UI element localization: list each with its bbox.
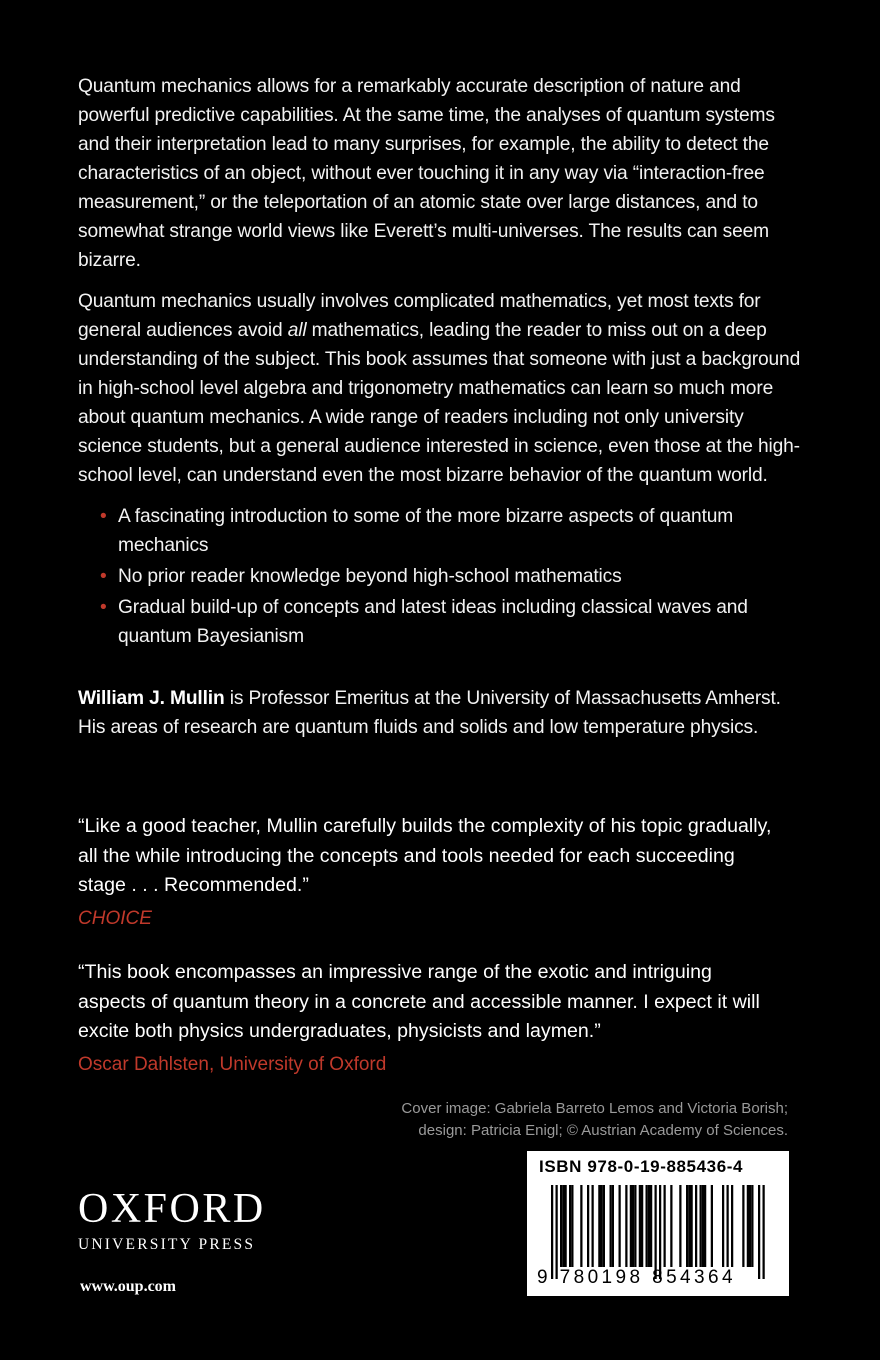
- barcode-bar: [700, 1185, 702, 1267]
- review-text: “This book encompasses an impressive range of the exotic and intriguing aspects of quantum theory in a concrete and accessible manner. I expect it will excite both physics undergraduates, physicists and laymen.”: [78, 961, 760, 1042]
- barcode-bar: [722, 1185, 724, 1267]
- barcode-bar: [632, 1185, 634, 1267]
- barcode-bar: [758, 1185, 760, 1279]
- barcode-bar: [688, 1185, 690, 1267]
- feature-list: [78, 502, 808, 651]
- barcode-bar: [686, 1185, 688, 1267]
- barcode-bar: [711, 1185, 713, 1267]
- barcode-bar: [664, 1185, 666, 1267]
- bullet-icon: •: [100, 506, 107, 527]
- review-quote-1: [78, 812, 778, 933]
- barcode-bar: [565, 1185, 567, 1267]
- publisher-logo: [78, 1188, 266, 1254]
- barcode-bar: [612, 1185, 614, 1267]
- credits-line-1: Cover image: Gabriela Barreto Lemos and Victoria Borish;: [401, 1100, 788, 1117]
- review-text: “Like a good teacher, Mullin carefully builds the complexity of his topic gradually, all the while introducing the concepts and tools needed for each succeeding stage . . . Recommended.”: [78, 815, 772, 896]
- barcode-bar: [749, 1185, 751, 1267]
- barcode-bar: [592, 1185, 594, 1267]
- barcode-bar: [603, 1185, 605, 1267]
- barcode-bar: [659, 1185, 661, 1279]
- barcode-bar: [630, 1185, 632, 1267]
- credits-line-2: design: Patricia Enigl; © Austrian Academy of Sciences.: [418, 1122, 788, 1139]
- barcode-bar: [560, 1185, 562, 1267]
- barcode-bar: [742, 1185, 744, 1267]
- feature-text: Gradual build-up of concepts and latest ideas including classical waves and quantum Bayesianism: [118, 597, 748, 647]
- description-paragraph-1: Quantum mechanics allows for a remarkably accurate description of nature and powerful predictive capabilities. At the same time, the analyses of quantum systems and their interpretation lead to many surprises, for example, the ability to detect the characteristics of an object, without ever touching it in any way via “interaction-free measurement,” or the teleportation of an atomic state over large distances, and to somewhat strange world views like Everett’s multi-universes. The results can seem bizarre.: [78, 76, 775, 271]
- barcode-bar: [625, 1185, 627, 1267]
- author-description: is Professor Emeritus at the University of Massachusetts Amherst. His areas of research are quantum fluids and solids and low temperature physics.: [78, 688, 781, 738]
- barcode-bar: [731, 1185, 733, 1267]
- barcode-bar: [556, 1185, 558, 1279]
- feature-item: [78, 502, 808, 560]
- paragraph-2-start: Quantum mechanics usually involves complicated mathematics, yet most texts for general audiences avoid: [78, 291, 761, 341]
- barcode-bar: [639, 1185, 641, 1267]
- barcode-bar: [650, 1185, 652, 1267]
- logo-wordmark: OXFORD: [78, 1186, 266, 1232]
- author-name: William J. Mullin: [78, 688, 225, 709]
- bullet-icon: •: [100, 566, 107, 587]
- barcode-bar: [587, 1185, 589, 1267]
- barcode-bar: [648, 1185, 650, 1267]
- emphasis-all: all: [287, 320, 307, 341]
- feature-item: [78, 562, 808, 591]
- description-paragraph-2: [78, 287, 808, 490]
- barcode-bar: [679, 1185, 681, 1267]
- review-source: Oscar Dahlsten, University of Oxford: [78, 1053, 387, 1075]
- barcode-bar: [763, 1185, 765, 1279]
- cover-credits: [288, 1098, 788, 1142]
- feature-text: No prior reader knowledge beyond high-school mathematics: [118, 566, 622, 587]
- barcode-bar: [634, 1185, 636, 1267]
- review-source: CHOICE: [78, 907, 152, 929]
- barcode-bar: [747, 1185, 749, 1267]
- barcode-bar: [655, 1185, 657, 1279]
- barcode-bar: [646, 1185, 648, 1267]
- barcode-bar: [695, 1185, 697, 1267]
- barcode-bar: [751, 1185, 753, 1267]
- barcode-bar: [619, 1185, 621, 1267]
- barcode-bar: [551, 1185, 553, 1279]
- paragraph-2-end: mathematics, leading the reader to miss out on a deep understanding of the subject. This book assumes that someone with just a background in high-school level algebra and trigonometry mathematics can learn so much more about quantum mechanics. A wide range of readers including not only university science students, but a general audience interested in science, even those at the high-school level, can understand even the most bizarre behavior of the quantum world.: [78, 320, 801, 486]
- barcode-bar: [727, 1185, 729, 1267]
- barcode-bar: [580, 1185, 582, 1267]
- publisher-website: www.oup.com: [80, 1278, 177, 1295]
- barcode-bar: [691, 1185, 693, 1267]
- isbn-barcode: [527, 1151, 789, 1296]
- barcode-bar: [670, 1185, 672, 1267]
- barcode-bar: [610, 1185, 612, 1267]
- barcode-bar: [601, 1185, 603, 1267]
- logo-subtitle: UNIVERSITY PRESS: [78, 1236, 256, 1253]
- barcode-digits: 9 780198 854364: [537, 1267, 736, 1288]
- book-description: [78, 72, 808, 653]
- bullet-icon: •: [100, 597, 107, 618]
- barcode-bar: [702, 1185, 704, 1267]
- barcode-bar: [562, 1185, 564, 1267]
- author-bio: [78, 684, 798, 742]
- barcode-bar: [569, 1185, 571, 1267]
- feature-text: A fascinating introduction to some of the more bizarre aspects of quantum mechanics: [118, 506, 734, 556]
- review-quote-2: [78, 958, 778, 1079]
- isbn-label: ISBN 978-0-19-885436-4: [539, 1157, 744, 1176]
- barcode-bar: [641, 1185, 643, 1267]
- barcode-bar: [704, 1185, 706, 1267]
- barcode-bar: [598, 1185, 600, 1267]
- barcode-bar: [571, 1185, 573, 1267]
- feature-item: [78, 593, 808, 651]
